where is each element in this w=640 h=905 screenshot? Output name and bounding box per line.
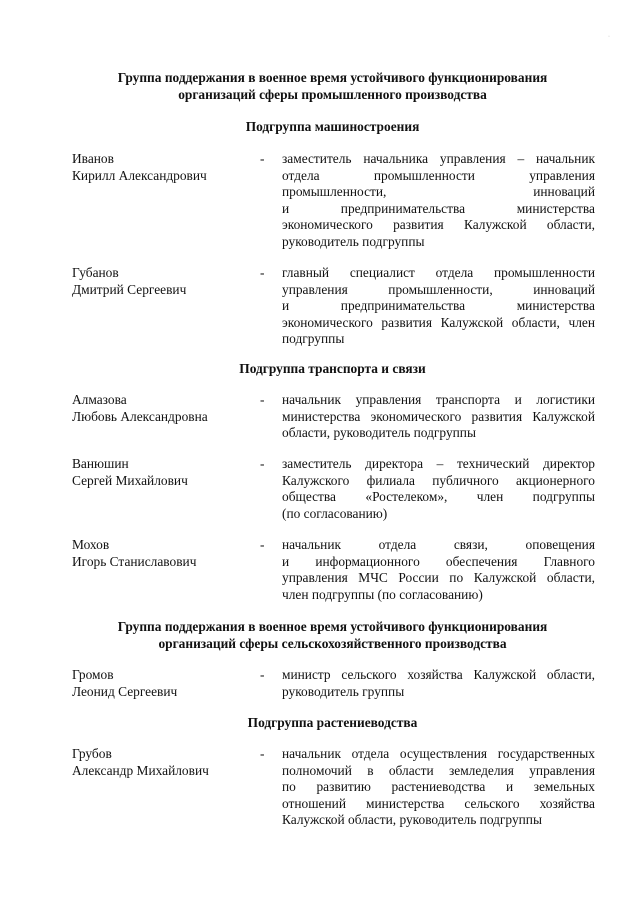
group-heading-industrial	[60, 69, 605, 103]
position-line: отдела промышленности управления	[282, 167, 595, 183]
group-heading-agricultural	[60, 618, 605, 652]
member-given-name: Сергей Михайлович	[72, 472, 188, 488]
member-name	[72, 456, 265, 489]
position-line: начальник отдела осуществления государственных	[282, 746, 595, 761]
position-line: начальник отдела связи, оповещения	[282, 537, 595, 552]
position-line: член подгруппы (по согласованию)	[282, 586, 483, 602]
member-position	[282, 537, 595, 603]
member-given-name: Любовь Александровна	[72, 408, 208, 424]
subgroup-heading-crop: Подгруппа растениеводства	[247, 715, 418, 730]
dash-separator: -	[260, 667, 265, 682]
member-surname: Алмазова	[72, 392, 127, 407]
group-heading-line: Группа поддержания в военное время устойчивого функционирования	[117, 619, 548, 634]
member-given-name: Дмитрий Сергеевич	[72, 281, 187, 297]
member-position	[282, 392, 595, 442]
member-position	[282, 151, 595, 250]
position-line: главный специалист отдела промышленности	[282, 265, 595, 280]
member-name	[72, 392, 265, 425]
member-position	[282, 265, 595, 348]
member-surname: Ванюшин	[72, 456, 129, 471]
member-surname: Грубов	[72, 746, 112, 761]
position-line: подгруппы	[282, 331, 345, 346]
position-line: начальник управления транспорта и логистики	[282, 392, 595, 407]
member-given-name: Леонид Сергеевич	[72, 683, 178, 699]
position-line: управления МЧС России по Калужской области,	[282, 570, 595, 585]
group-heading-line: Группа поддержания в военное время устойчивого функционирования	[117, 70, 548, 85]
position-line: заместитель начальника управления – начальник	[282, 151, 595, 166]
position-line: области, руководитель подгруппы	[282, 425, 476, 440]
position-line: общества «Ростелеком», член подгруппы	[282, 489, 595, 504]
member-position	[282, 667, 595, 700]
position-line: руководитель группы	[282, 683, 405, 699]
member-name	[72, 537, 265, 570]
position-line: и предпринимательства министерства	[282, 200, 595, 216]
position-line: отношений министерства сельского хозяйства	[282, 795, 595, 811]
corner-mark: ·	[608, 34, 610, 40]
position-line: министр сельского хозяйства Калужской области,	[282, 667, 595, 682]
position-line: полномочий в области земледелия управления	[282, 762, 595, 778]
member-position	[282, 456, 595, 522]
position-line: заместитель директора – технический директор	[282, 456, 595, 471]
position-line: Калужского филиала публичного акционерного	[282, 472, 595, 488]
member-given-name: Кирилл Александрович	[72, 167, 207, 183]
dash-separator: -	[260, 456, 265, 471]
position-line: руководитель подгруппы	[282, 233, 425, 249]
subgroup-heading-transport: Подгруппа транспорта и связи	[239, 361, 426, 376]
dash-separator: -	[260, 537, 265, 552]
position-line: и предпринимательства министерства	[282, 298, 595, 313]
position-line: по развитию растениеводства и земельных	[282, 779, 595, 794]
member-given-name: Александр Михайлович	[72, 762, 209, 778]
position-line: экономического развития Калужской области,	[282, 217, 595, 232]
member-given-name: Игорь Станиславович	[72, 553, 197, 569]
position-line: экономического развития Калужской области, член	[282, 314, 595, 330]
dash-separator: -	[260, 151, 265, 166]
member-surname: Мохов	[72, 537, 110, 552]
member-surname: Громов	[72, 667, 114, 682]
position-line: и информационного обеспечения Главного	[282, 553, 595, 569]
member-name	[72, 667, 265, 700]
subgroup-heading-machinery: Подгруппа машиностроения	[245, 119, 420, 134]
position-line: (по согласованию)	[282, 505, 388, 521]
group-heading-line: организаций сферы промышленного производства	[178, 87, 487, 102]
position-line: Калужской области, руководитель подгруппы	[282, 812, 542, 827]
position-line: управления промышленности, инноваций	[282, 281, 595, 297]
dash-separator: -	[260, 392, 265, 407]
member-name	[72, 151, 265, 184]
member-name	[72, 265, 265, 298]
group-heading-line: организаций сферы сельскохозяйственного производства	[158, 636, 507, 651]
position-line: министерства экономического развития Калужской	[282, 408, 595, 424]
member-surname: Иванов	[72, 151, 114, 166]
dash-separator: -	[260, 746, 265, 761]
dash-separator: -	[260, 265, 265, 280]
position-line: промышленности, инноваций	[282, 184, 595, 199]
member-name	[72, 746, 265, 779]
member-surname: Губанов	[72, 265, 119, 280]
member-position	[282, 746, 595, 829]
